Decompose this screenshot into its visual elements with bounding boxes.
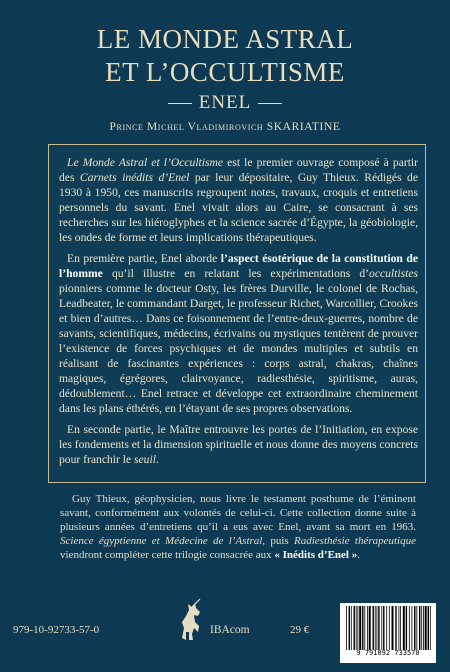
text-run: pionniers comme le docteur Osty, les frères Durville, le colonel de Rochas, Leadbeater, le commandant Darget, le professeur Richet, Warcollier, Crookes et bien d’autres… Dans ce foisonnement de l’entre-deux-guerres, nombre de savants, scientifiques, médecins, écrivains ou mystiques tentèrent de prouver l’existence de forces psychiques et de mondes multiples et subtils en réalisant de fascinantes expériences : corps astral, chakras, chaînes magiques, égrégores, clairvoyance, radiesthésie, spiritisme, auras, dédoublement… Enel retrace et développe cet extraordinaire cheminement dans les plans éthérés, en l’étayant de ses propres observations. <box>59 282 418 415</box>
barcode-bar <box>375 606 376 650</box>
barcode-bar <box>412 606 413 650</box>
barcode-bar <box>403 606 405 650</box>
barcode-bar <box>399 606 400 650</box>
barcode-bar <box>381 606 382 650</box>
italic-book-title: Science égyptienne et Médecine de l’Astral <box>60 535 263 547</box>
barcode-bar <box>386 606 387 650</box>
barcode-bar <box>373 606 374 650</box>
carnets-title-italic: Carnets inédits d’Enel <box>79 171 190 184</box>
left-dash-ornament <box>168 103 192 104</box>
barcode-bars <box>344 606 432 650</box>
author-full-name: Prince Michel Vladimirovich SKARIATINE <box>109 121 341 133</box>
text-run: Guy Thieux, géophysicien, nous livre le testament posthume de l’éminent savant, conformément aux volontés de celui-ci. Cette collection donne suite à plusieurs années d’entretiens qu’il a eus avec Enel, avant sa mort en 1963. <box>60 493 416 533</box>
barcode-bar <box>428 606 429 650</box>
barcode-bar <box>392 606 394 650</box>
text-run: viendront compléter cette trilogie consacrée aux <box>60 549 275 561</box>
barcode-bar <box>369 606 371 650</box>
book-title-line-2: ET L’OCCULTISME <box>105 57 345 87</box>
author-note-paragraph <box>60 492 416 562</box>
text-run: En première partie, Enel aborde <box>67 252 221 265</box>
barcode-bar <box>409 606 410 650</box>
barcode-bar <box>377 606 378 650</box>
italic-word: seuil <box>134 453 156 466</box>
book-title-italic: Le Monde Astral et l’Occultisme <box>67 156 224 169</box>
isbn-number: 979-10-92733-57-0 <box>13 624 100 636</box>
barcode-bar <box>430 606 431 650</box>
barcode-bar <box>364 606 365 650</box>
barcode-bar <box>367 606 368 650</box>
barcode-bar <box>351 606 352 650</box>
barcode-bar <box>400 606 401 650</box>
bold-collection-name: « Inédits d’Enel » <box>274 549 358 561</box>
summary-paragraph-3 <box>59 422 418 467</box>
barcode-bar <box>419 606 420 650</box>
barcode-bar <box>362 606 363 650</box>
barcode-bar <box>383 606 384 650</box>
barcode-bar <box>378 606 379 650</box>
author-label: ENEL <box>198 92 252 113</box>
unicorn-logo-icon <box>176 598 206 644</box>
text-run: . <box>357 549 360 561</box>
barcode-bar <box>346 606 347 650</box>
text-run: . <box>155 453 159 466</box>
summary-panel <box>48 144 426 483</box>
barcode-number: 9 791092 733570 <box>356 649 420 657</box>
right-dash-ornament <box>258 103 282 104</box>
text-run: , puis <box>262 535 295 547</box>
barcode-bar <box>358 606 359 650</box>
summary-paragraph-1 <box>59 155 418 245</box>
barcode-bar <box>425 606 427 650</box>
text-run: En seconde partie, le Maître entrouvre les portes de l’Initiation, en expose les fondements et la dimension spirituelle et nous donne des moyens concrets pour franchir le <box>59 423 419 466</box>
barcode-bar <box>389 606 390 650</box>
barcode-bar <box>356 606 357 650</box>
barcode-bar <box>406 606 407 650</box>
italic-book-title: Radiesthésie thérapeutique <box>294 535 416 547</box>
author-name <box>0 92 450 114</box>
barcode-bar <box>349 606 350 650</box>
barcode-bar <box>423 606 424 650</box>
barcode-bar <box>416 606 417 650</box>
bold-phrase: l’aspect ésotérique de la constitution de l’homme <box>59 252 418 280</box>
barcode-bar <box>395 606 396 650</box>
text-run: par leur dépositaire, Guy Thieux. Rédigés de 1930 à 1950, ces manuscrits regroupent notes, travaux, croquis et entretiens personnels du savant. Enel vivait alors au Caire, se consacrant à ses recherches sur les hiéroglyphes et la science sacrée d’Égypte, la géobiologie, les ondes de forme et leurs implications thérapeutiques. <box>59 171 418 244</box>
book-title-line-1: LE MONDE ASTRAL <box>96 24 354 54</box>
summary-paragraph-2 <box>59 251 418 416</box>
publisher-name: IBAcom <box>210 624 250 636</box>
text-run: qu’il illustre en relatant les expérimentations d’ <box>102 267 370 280</box>
barcode-bar <box>359 606 361 650</box>
barcode-bar <box>414 606 415 650</box>
barcode-bar <box>354 606 355 650</box>
price-label: 29 € <box>290 624 310 636</box>
isbn-barcode <box>340 603 436 663</box>
barcode-bar <box>421 606 422 650</box>
italic-word: occultistes <box>369 267 418 280</box>
text-run: est le premier ouvrage composé à partir des <box>59 156 419 184</box>
